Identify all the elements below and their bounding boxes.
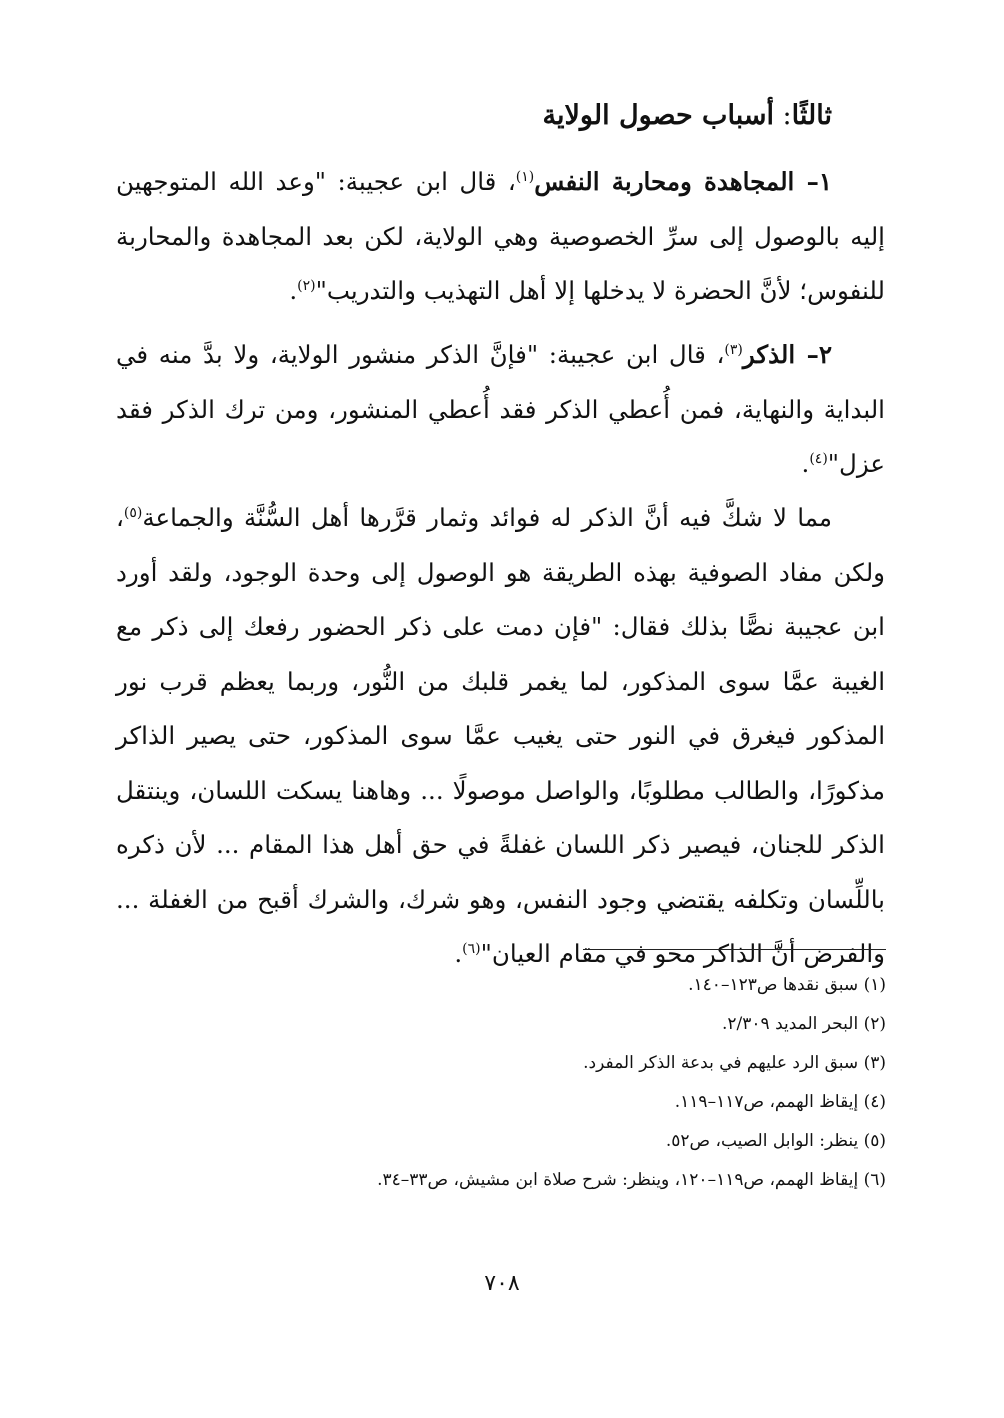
item-2-text: ، قال ابن عجيبة: "فإنَّ الذكر منشور الولاية، ولا بدَّ منه في البداية والنهاية، فمن أُعطي الذكر فقد أُعطي المنشور، ومن ترك الذكر فقد عزل" xyxy=(116,340,885,478)
footnote-divider xyxy=(583,949,886,950)
item-1-title: ١– المجاهدة ومحاربة النفس xyxy=(534,167,833,196)
commentary-text-2: ، ولكن مفاد الصوفية بهذه الطريقة هو الوصول إلى وحدة الوجود، ولقد أورد ابن عجيبة نصًّا بذلك فقال: "فإن دمت على ذكر الحضور رفعك إلى ذكر مع الغيبة عمَّا سوى المذكور، لما يغمر قلبك من النُّور، وربما يعظم قرب نور المذكور فيغرق في النور حتى يغيب عمَّا سوى المذكور، حتى يصير الذاكر مذكورًا، والطالب مطلوبًا، والواصل موصولًا ... وهاهنا يسكت اللسان، وينتقل الذكر للجنان، فيصير ذكر اللسان غفلةً في حق أهل هذا المقام ... لأن ذكره باللِّسان وتكلفه يقتضي وجود النفس، وهو شرك، والشرك أقبح من الغفلة ... والفرض أنَّ الذاكر محو في مقام العيان" xyxy=(116,503,885,968)
footnote-1: (١) سبق نقدها ص١٢٣–١٤٠. xyxy=(688,975,886,995)
footnote-ref-5: (٥) xyxy=(123,504,143,521)
footnote-ref-2: (٢) xyxy=(297,277,316,294)
heading-prefix: ثالثًا xyxy=(791,100,832,131)
paragraph-dhikr xyxy=(116,328,885,492)
footnote-ref-4: (٤) xyxy=(809,450,828,467)
section-heading xyxy=(120,92,832,140)
paragraph-striving xyxy=(116,155,885,319)
footnote-ref-6: (٦) xyxy=(462,940,481,957)
footnote-2: (٢) البحر المديد ٢/٣٠٩. xyxy=(722,1014,886,1034)
page-number: ٧٠٨ xyxy=(484,1271,520,1296)
footnote-4: (٤) إيقاظ الهمم، ص١١٧–١١٩. xyxy=(674,1092,886,1112)
item-1-text: ، قال ابن عجيبة: "وعد الله المتوجهين إليه بالوصول إلى سرِّ الخصوصية وهي الولاية، لكن بعد المجاهدة والمحاربة للنفوس؛ لأنَّ الحضرة لا يدخلها إلا أهل التهذيب والتدريب" xyxy=(116,167,885,305)
heading-text: أسباب حصول الولاية xyxy=(542,100,774,131)
footnotes-list xyxy=(116,966,886,1200)
paragraph-commentary xyxy=(116,491,885,982)
footnote-ref-3: (٣) xyxy=(724,341,743,358)
item-2-title: ٢– الذكر xyxy=(742,340,833,369)
footnote-6: (٦) إيقاظ الهمم، ص١١٩–١٢٠، وينظر: شرح صلاة ابن مشيش، ص٣٣–٣٤. xyxy=(377,1170,886,1190)
footnote-5: (٥) ينظر: الوابل الصيب، ص٥٢. xyxy=(665,1131,886,1151)
item-1-end: . xyxy=(289,276,298,305)
item-2-end: . xyxy=(801,449,810,478)
footnote-3: (٣) سبق الرد عليهم في بدعة الذكر المفرد. xyxy=(583,1053,886,1073)
heading-separator: : xyxy=(773,100,792,131)
commentary-text-1: مما لا شكَّ فيه أنَّ الذكر له فوائد وثمار قرَّرها أهل السُّنَّة والجماعة xyxy=(142,503,832,532)
commentary-end: . xyxy=(454,939,463,968)
footnote-ref-1: (١) xyxy=(515,168,535,185)
